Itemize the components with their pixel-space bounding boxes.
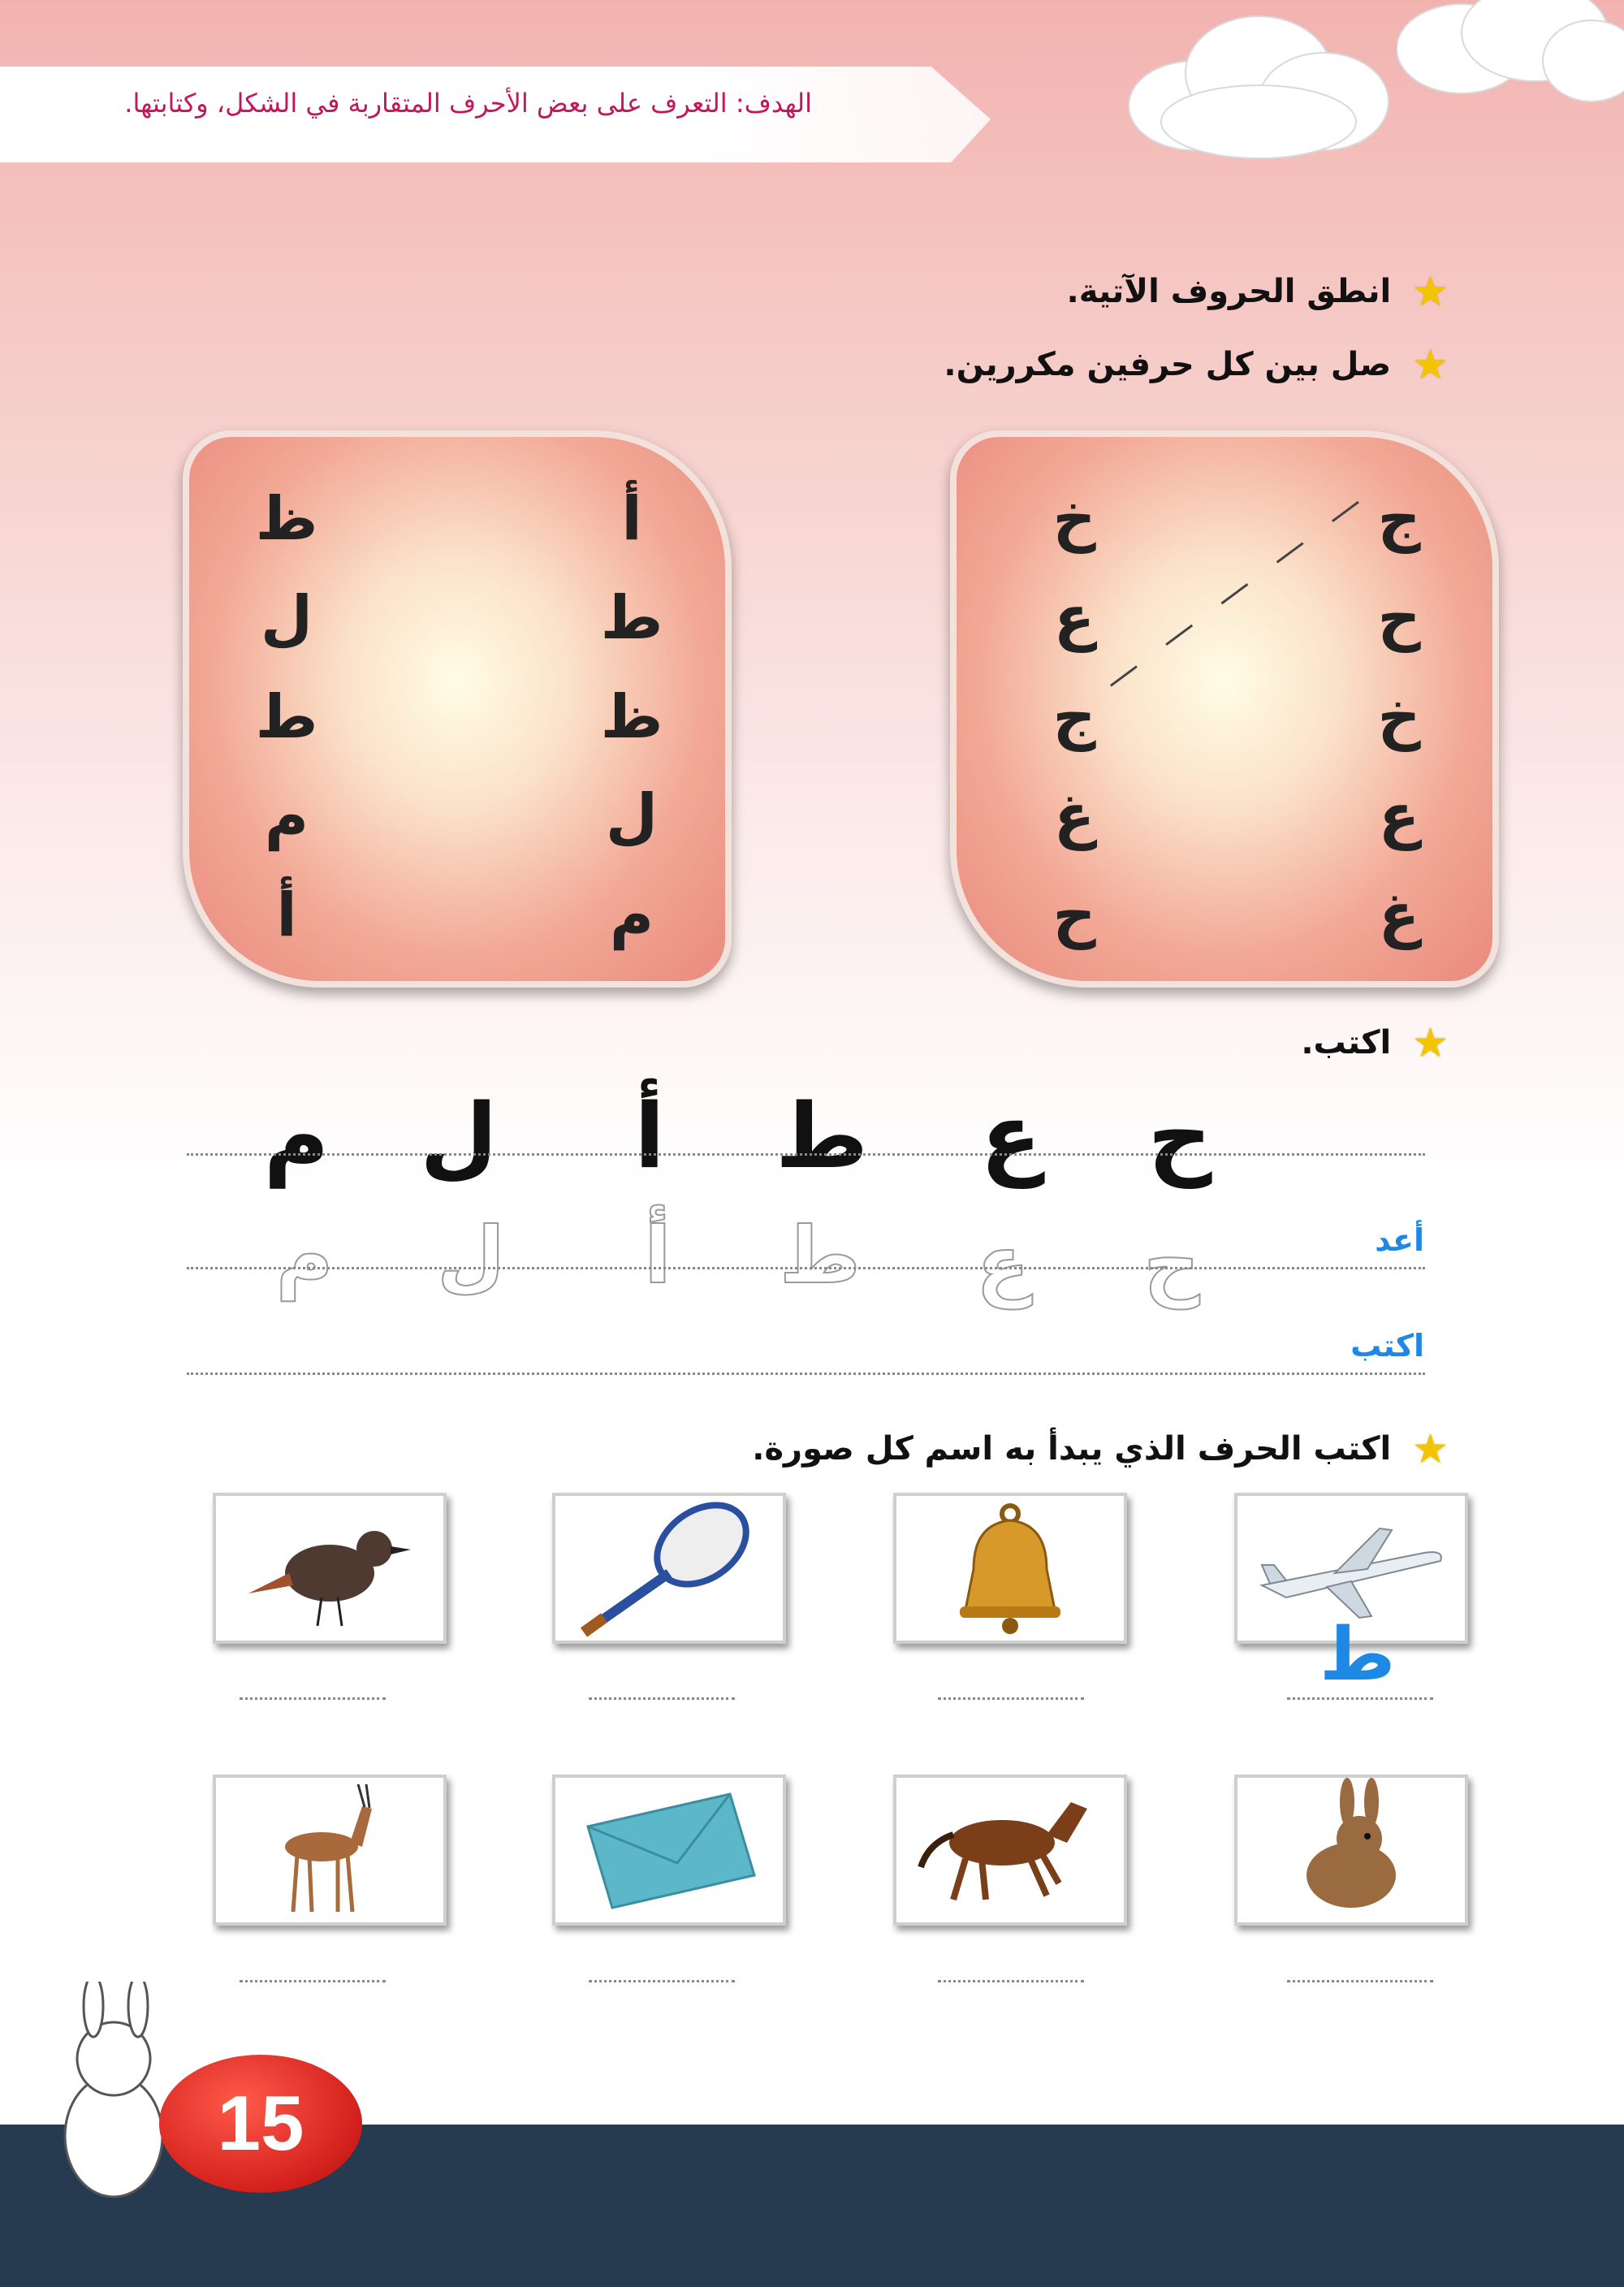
- letter[interactable]: ظ: [600, 682, 663, 752]
- page-number-badge: [159, 2055, 362, 2193]
- letter[interactable]: م: [264, 781, 309, 851]
- picture-card-envelope: [552, 1775, 786, 1926]
- letter[interactable]: أ: [621, 484, 642, 554]
- model-letter: ع: [980, 1084, 1042, 1188]
- model-letter: ل: [420, 1084, 498, 1188]
- instruction-first-letter: ★ اكتب الحرف الذي يبدأ به اسم كل صورة.: [752, 1425, 1449, 1472]
- answer-line[interactable]: [938, 1980, 1084, 1982]
- letter[interactable]: ط: [255, 682, 318, 752]
- answer-line[interactable]: [938, 1697, 1084, 1700]
- instruction-connect: ★ صل بين كل حرفين مكررين.: [944, 341, 1449, 388]
- letter[interactable]: ح: [1052, 880, 1096, 950]
- answer-line[interactable]: [1287, 1697, 1433, 1700]
- letter[interactable]: ح: [1377, 583, 1421, 653]
- answer-line[interactable]: [589, 1697, 735, 1700]
- letter[interactable]: غ: [1053, 781, 1095, 851]
- trace-letter[interactable]: ط: [780, 1210, 861, 1301]
- picture-card-rabbit: [1234, 1775, 1468, 1926]
- answer-line[interactable]: [589, 1980, 735, 1982]
- letter-column-right: [595, 469, 668, 965]
- example-answer: ط: [1320, 1612, 1396, 1697]
- page-number: 15: [217, 2080, 304, 2167]
- trace-letter[interactable]: ع: [976, 1218, 1030, 1309]
- connecting-line: [957, 437, 1492, 981]
- letter[interactable]: ظ: [255, 484, 318, 554]
- letter[interactable]: ع: [1053, 583, 1095, 653]
- picture-card-gazelle: [213, 1775, 447, 1926]
- star-icon: ★: [1412, 341, 1449, 388]
- gazelle-icon: [216, 1778, 443, 1922]
- free-writing-line[interactable]: [187, 1373, 1425, 1375]
- envelope-icon: [555, 1778, 783, 1922]
- letter[interactable]: غ: [1378, 880, 1420, 950]
- picture-card-horse: [893, 1775, 1127, 1926]
- picture-card-bird: [213, 1493, 447, 1644]
- model-letters: [0, 1084, 1624, 1198]
- model-letter: أ: [634, 1084, 665, 1188]
- racket-icon: [555, 1496, 783, 1641]
- writing-line: [187, 1153, 1425, 1156]
- letter-box-left: [183, 430, 732, 988]
- goal-text: الهدف: التعرف على بعض الأحرف المتقاربة في الشكل، وكتابتها.: [124, 88, 812, 119]
- instruction-write: ★ اكتب.: [1301, 1019, 1449, 1066]
- letter[interactable]: خ: [1052, 484, 1096, 554]
- trace-letter[interactable]: م: [275, 1210, 334, 1301]
- letter[interactable]: ج: [1052, 682, 1096, 752]
- horse-icon: [896, 1778, 1124, 1922]
- trace-letter[interactable]: أ: [644, 1210, 672, 1301]
- letter-box-right: [950, 430, 1499, 988]
- letter[interactable]: ج: [1377, 484, 1421, 554]
- model-letter: م: [263, 1084, 330, 1188]
- repeat-label: أعد: [1375, 1222, 1424, 1258]
- picture-card-racket: [552, 1493, 786, 1644]
- letter[interactable]: ل: [605, 781, 659, 851]
- model-letter: ح: [1147, 1084, 1212, 1188]
- star-icon: ★: [1412, 1019, 1449, 1066]
- bell-icon: [896, 1496, 1124, 1641]
- answer-line[interactable]: [240, 1697, 386, 1700]
- star-icon: ★: [1412, 268, 1449, 315]
- star-icon: ★: [1412, 1425, 1449, 1472]
- letter[interactable]: خ: [1377, 682, 1421, 752]
- trace-letter[interactable]: ل: [437, 1210, 505, 1301]
- bird-icon: [216, 1496, 443, 1641]
- cloud-icon: [1397, 0, 1624, 114]
- cloud-icon: [1121, 8, 1397, 171]
- write-label: اكتب: [1350, 1328, 1424, 1364]
- letter[interactable]: ع: [1378, 781, 1420, 851]
- trace-letter[interactable]: ح: [1143, 1218, 1200, 1309]
- letter[interactable]: أ: [276, 880, 297, 950]
- rabbit-icon: [1237, 1778, 1465, 1922]
- model-letter: ط: [775, 1084, 869, 1188]
- instruction-pronounce: ★ انطق الحروف الآتية.: [1066, 268, 1449, 315]
- answer-line[interactable]: [240, 1980, 386, 1982]
- picture-card-bell: [893, 1493, 1127, 1644]
- letter[interactable]: ط: [600, 583, 663, 653]
- letter[interactable]: ل: [260, 583, 313, 653]
- answer-line[interactable]: [1287, 1980, 1433, 1982]
- letter[interactable]: م: [609, 880, 654, 950]
- letter-column-left: [250, 469, 323, 965]
- tracing-line[interactable]: [187, 1267, 1425, 1269]
